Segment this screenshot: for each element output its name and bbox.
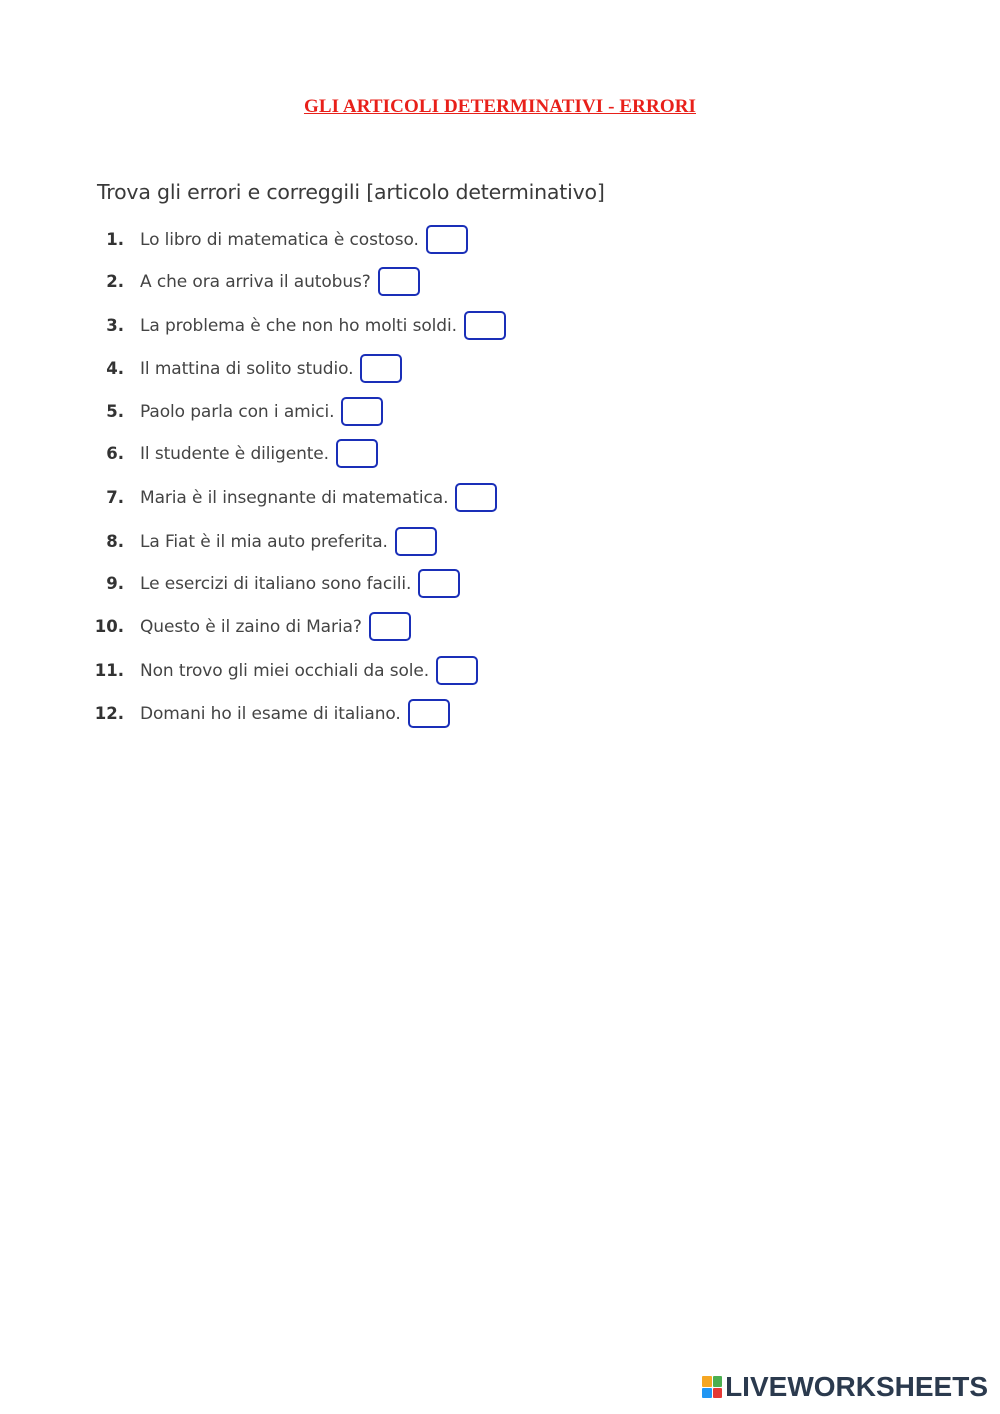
logo-square xyxy=(713,1376,723,1387)
item-sentence: Maria è il insegnante di matematica. xyxy=(140,488,449,508)
item-sentence: Il mattina di solito studio. xyxy=(140,359,354,379)
item-sentence: Il studente è diligente. xyxy=(140,444,329,464)
instructions: Trova gli errori e correggili [articolo determinativo] xyxy=(97,180,605,204)
answer-input[interactable] xyxy=(341,397,383,426)
item-number: 7. xyxy=(106,488,124,507)
item-sentence: Le esercizi di italiano sono facili. xyxy=(140,574,412,594)
item-number: 1. xyxy=(106,230,124,249)
answer-input[interactable] xyxy=(426,225,468,254)
item-number: 9. xyxy=(106,574,124,593)
answer-input[interactable] xyxy=(464,311,506,340)
logo-square xyxy=(702,1376,712,1387)
answer-input[interactable] xyxy=(378,267,420,296)
item-number: 5. xyxy=(106,402,124,421)
logo-square xyxy=(702,1388,712,1399)
answer-input[interactable] xyxy=(436,656,478,685)
item-sentence: Non trovo gli miei occhiali da sole. xyxy=(140,661,430,681)
item-number: 10. xyxy=(94,617,124,636)
page-title: GLI ARTICOLI DETERMINATIVI - ERRORI xyxy=(303,96,697,117)
answer-input[interactable] xyxy=(395,527,437,556)
brand-text: LIVEWORKSHEETS xyxy=(725,1371,988,1402)
liveworksheets-logo-icon xyxy=(702,1376,722,1398)
item-number: 3. xyxy=(106,316,124,335)
item-number: 4. xyxy=(106,359,124,378)
answer-input[interactable] xyxy=(408,699,450,728)
item-sentence: Paolo parla con i amici. xyxy=(140,402,335,422)
item-sentence: Domani ho il esame di italiano. xyxy=(140,704,401,724)
item-number: 6. xyxy=(106,444,124,463)
item-number: 11. xyxy=(94,661,124,680)
answer-input[interactable] xyxy=(418,569,460,598)
item-number: 8. xyxy=(106,532,124,551)
item-number: 12. xyxy=(94,704,124,723)
item-sentence: A che ora arriva il autobus? xyxy=(140,272,371,292)
logo-square xyxy=(713,1388,723,1399)
item-sentence: Lo libro di matematica è costoso. xyxy=(140,230,419,250)
answer-input[interactable] xyxy=(360,354,402,383)
answer-input[interactable] xyxy=(336,439,378,468)
item-number: 2. xyxy=(106,272,124,291)
answer-input[interactable] xyxy=(369,612,411,641)
item-sentence: Questo è il zaino di Maria? xyxy=(140,617,362,637)
answer-input[interactable] xyxy=(455,483,497,512)
brand-logo xyxy=(702,1372,988,1402)
item-sentence: La problema è che non ho molti soldi. xyxy=(140,316,457,336)
item-sentence: La Fiat è il mia auto preferita. xyxy=(140,532,388,552)
